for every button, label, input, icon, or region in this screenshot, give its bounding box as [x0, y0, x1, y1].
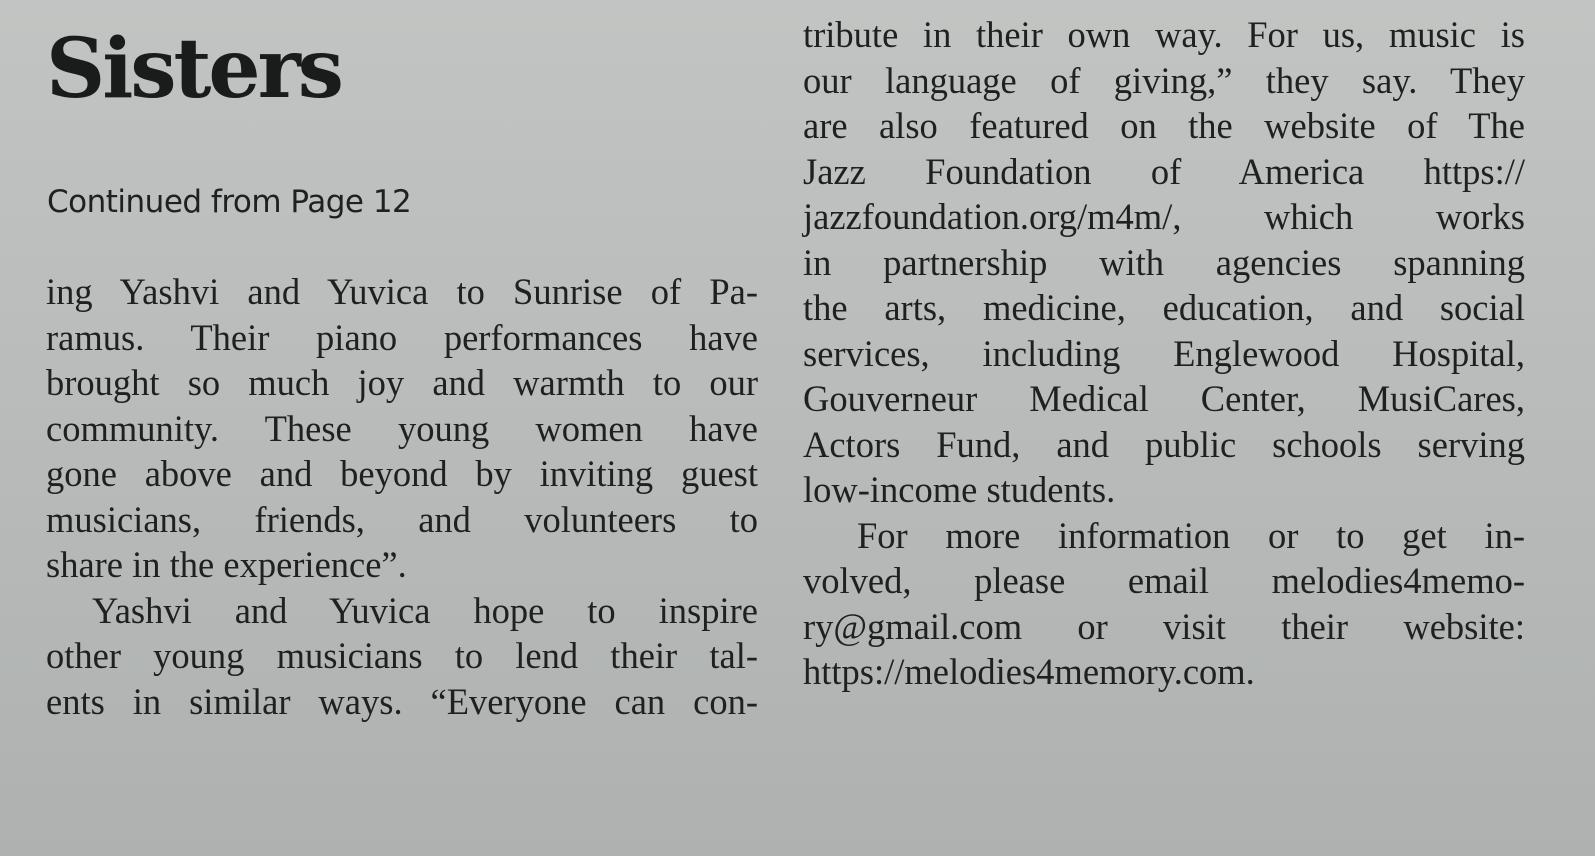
left-column: [46, 269, 758, 724]
text-line: other young musicians to lend their tal-: [46, 635, 758, 676]
text-line: Gouverneur Medical Center, MusiCares,: [803, 378, 1525, 419]
text-line: tribute in their own way. For us, music is: [803, 14, 1525, 55]
continued-from-label: Continued from Page 12: [47, 184, 412, 220]
text-line: Jazz Foundation of America https://: [803, 150, 1525, 192]
text-line: ramus. Their piano performances have: [46, 316, 758, 358]
text-line: share in the experience”.: [46, 544, 407, 585]
text-line: ing Yashvi and Yuvica to Sunrise of Pa-: [46, 271, 758, 312]
text-line: community. These young women have: [46, 407, 758, 449]
text-line: services, including Englewood Hospital,: [803, 332, 1525, 374]
text-line: brought so much joy and warmth to our: [46, 362, 758, 403]
text-line: https://melodies4memory.com.: [803, 651, 1255, 692]
text-line: volved, please email melodies4memo-: [803, 560, 1525, 601]
text-line: our language of giving,” they say. They: [803, 59, 1525, 101]
right-column: [803, 12, 1525, 695]
text-line: are also featured on the website of The: [803, 105, 1525, 146]
text-line: in partnership with agencies spanning: [803, 241, 1525, 283]
text-line: the arts, medicine, education, and social: [803, 287, 1525, 328]
text-line: ents in similar ways. “Everyone can con-: [46, 680, 758, 722]
text-line: Yashvi and Yuvica hope to inspire: [92, 589, 758, 631]
article-headline: Sisters: [46, 21, 341, 117]
text-line: low-income students.: [803, 469, 1116, 510]
text-line: For more information or to get in-: [857, 514, 1525, 556]
text-line: Actors Fund, and public schools serving: [803, 423, 1525, 465]
text-line: musicians, friends, and volunteers to: [46, 498, 758, 540]
text-line: ry@gmail.com or visit their website:: [803, 605, 1525, 647]
text-line: gone above and beyond by inviting guest: [46, 453, 758, 494]
text-line: jazzfoundation.org/m4m/, which works: [803, 196, 1525, 237]
